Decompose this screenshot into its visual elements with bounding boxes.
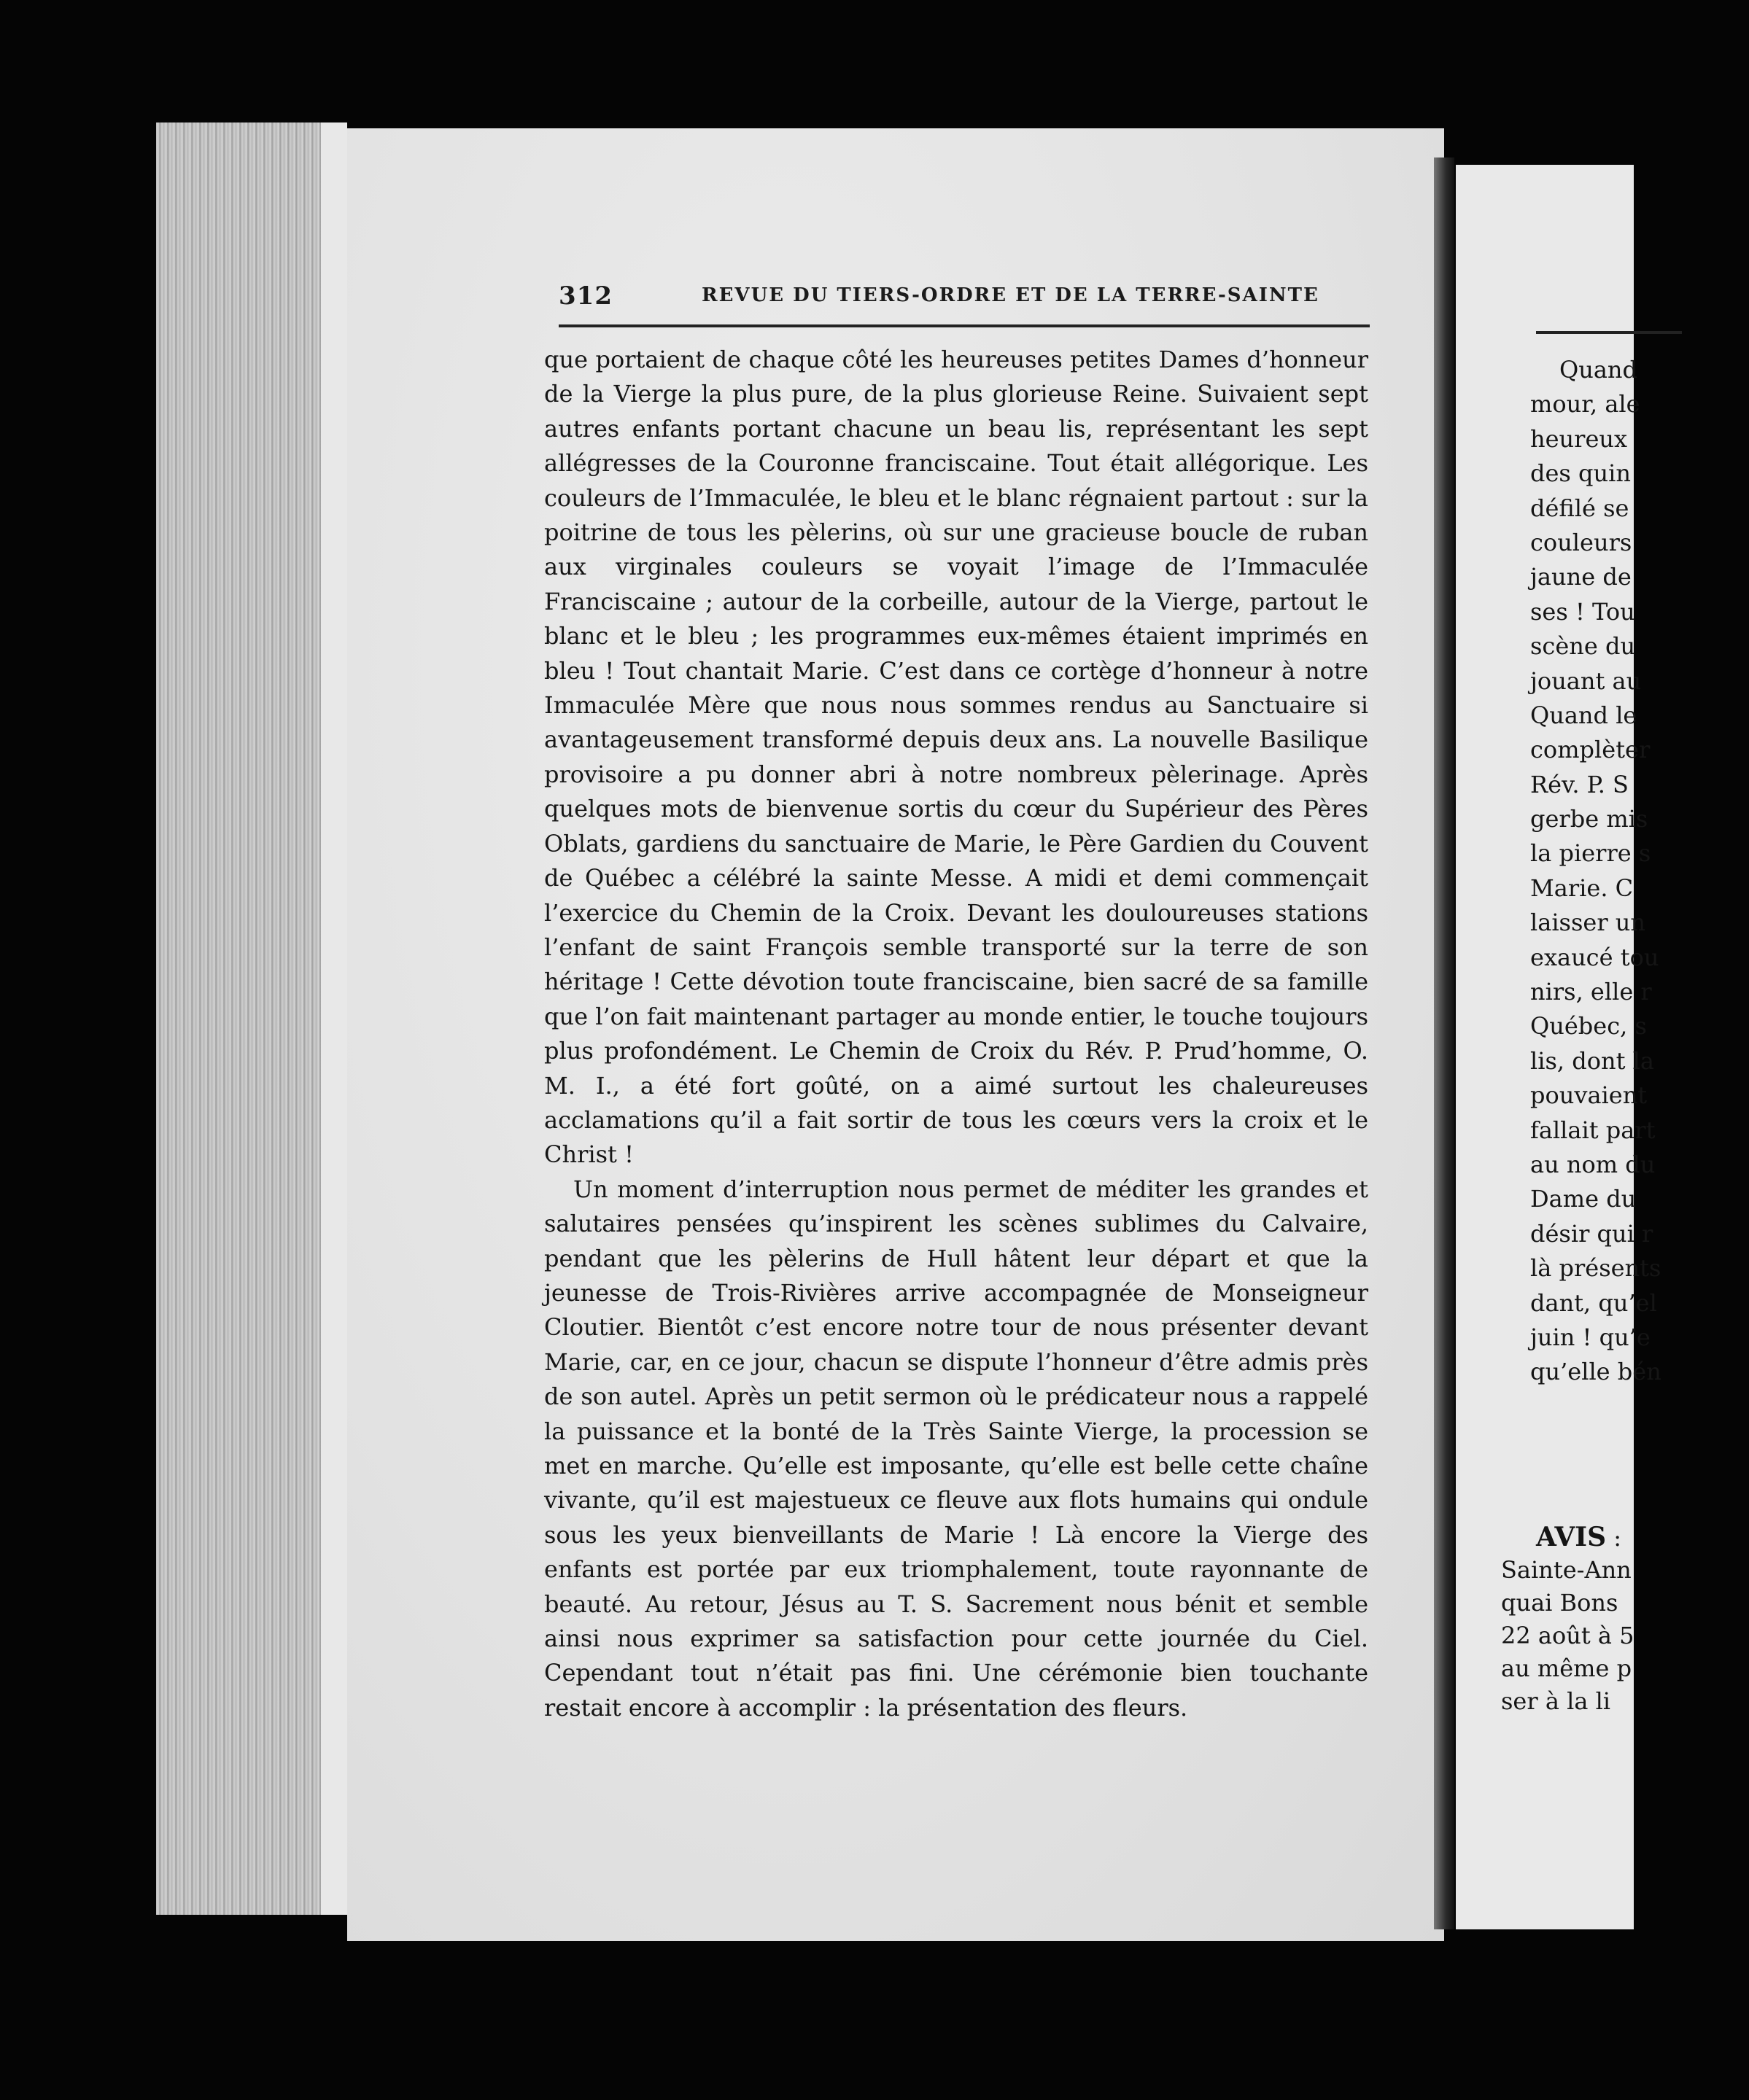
notice-line: quai Bons <box>1501 1589 1618 1617</box>
notice-label: AVIS <box>1536 1522 1607 1552</box>
facing-line: lis, dont la <box>1530 1046 1654 1075</box>
facing-line: nirs, elle r <box>1530 978 1652 1006</box>
facing-line: jouant au <box>1530 666 1642 695</box>
facing-line: désir qui r <box>1530 1219 1653 1248</box>
notice-line: ser à la li <box>1501 1687 1611 1715</box>
body-text <box>544 343 1368 1725</box>
header-rule <box>559 324 1370 327</box>
facing-line: la pierre s <box>1530 839 1651 868</box>
facing-line: gerbe mis <box>1530 805 1648 833</box>
running-head <box>559 281 1370 318</box>
notice-line: Sainte-Ann <box>1501 1556 1632 1584</box>
facing-page-text <box>1530 353 1749 1390</box>
running-title: REVUE DU TIERS-ORDRE ET DE LA TERRE-SAINTE <box>702 284 1319 306</box>
facing-page <box>1456 165 1661 1929</box>
facing-line: Marie. C <box>1530 874 1634 902</box>
facing-header-rule <box>1536 331 1682 334</box>
facing-notice <box>1501 1521 1720 1718</box>
facing-line: scène du <box>1530 632 1636 661</box>
facing-line: jaune de <box>1530 563 1632 591</box>
facing-line: mour, ale <box>1530 390 1640 419</box>
facing-line: dant, qu’el <box>1530 1288 1657 1317</box>
notice-line: 22 août à 5 <box>1501 1622 1634 1649</box>
facing-line: laisser un <box>1530 909 1646 937</box>
facing-line: Quand <box>1559 356 1638 384</box>
facing-line: fallait part <box>1530 1116 1656 1144</box>
facing-line: juin ! qu’e <box>1530 1323 1651 1351</box>
facing-line: qu’elle bén <box>1530 1358 1661 1386</box>
page-edges <box>156 122 347 1915</box>
facing-line: ses ! Tou <box>1530 597 1635 626</box>
facing-line: Dame du <box>1530 1185 1637 1213</box>
paragraph-1: que portaient de chaque côté les heureuses petites Dames d’honneur de la Vierge la plus pure, de la plus glorieuse Reine. Suivaient sept autres enfants portant chacune un beau lis, représentant les sept allégresses de la Couronne franciscaine. Tout était allégorique. Les couleurs de l’Immaculée, le bleu et le blanc régnaient partout : sur la poitrine de tous les pèlerins, où sur une gracieuse boucle de ruban aux virginales couleurs se voyait l’image de l’Immaculée Franciscaine ; autour de la corbeille, autour de la Vierge, partout le blanc et le bleu ; les programmes eux-mêmes étaient imprimés en bleu ! Tout chantait Marie. C’est dans ce cortège d’honneur à notre Immaculée Mère que nous nous sommes rendus au Sanctuaire si avantageusement transformé depuis deux ans. La nouvelle Basilique provisoire a pu donner abri à notre nombreux pèlerinage. Après quelques mots de bienvenue sortis du cœur du Supérieur des Pères Oblats, gardiens du sanctuaire de Marie, le Père Gardien du Couvent de Québec a célébré la sainte Messe. A midi et demi commençait l’exercice du Chemin de la Croix. Devant les douloureuses stations l’enfant de saint François semble transporté sur la terre de son héritage ! Cette dévotion toute franciscaine, bien sacré de sa famille que l’on fait maintenant partager au monde entier, le touche toujours plus profondément. Le Chemin de Croix du Rév. P. Prud’homme, O. M. I., a été fort goûté, on a aimé surtout les chaleureuses acclamations qu’il a fait sortir de tous les cœurs vers la croix et le Christ ! <box>544 346 1368 1169</box>
facing-line: Quand le <box>1530 701 1637 729</box>
facing-line: des quin <box>1530 459 1631 488</box>
facing-line: exaucé tou <box>1530 943 1659 971</box>
facing-line: pouvaient <box>1530 1081 1648 1110</box>
page-number: 312 <box>559 281 613 311</box>
notice-line: au même p <box>1501 1654 1632 1682</box>
facing-line: là présents <box>1530 1254 1661 1283</box>
facing-line: Québec, s <box>1530 1012 1647 1041</box>
facing-line: au nom du <box>1530 1150 1656 1178</box>
facing-line: heureux <box>1530 424 1628 453</box>
facing-line: couleurs <box>1530 528 1632 556</box>
book-gutter <box>1434 158 1454 1929</box>
facing-line: défilé se <box>1530 494 1629 522</box>
page-frame <box>321 122 347 1915</box>
facing-line: complèter <box>1530 736 1651 764</box>
facing-line: Rév. P. S <box>1530 770 1629 798</box>
paragraph-2: Un moment d’interruption nous permet de méditer les grandes et salutaires pensées qu’inspirent les scènes sublimes du Calvaire, pendant que les pèlerins de Hull hâtent leur départ et que la jeunesse de Trois-Rivières arrive accompagnée de Monseigneur Cloutier. Bientôt c’est encore notre tour de nous présenter devant Marie, car, en ce jour, chacun se dispute l’honneur d’être admis près de son autel. Après un petit sermon où le prédicateur nous a rappelé la puissance et la bonté de la Très Sainte Vierge, la procession se met en marche. Qu’elle est imposante, qu’elle est belle cette chaîne vivante, qu’il est majestueux ce fleuve aux flots humains qui ondule sous les yeux bienveillants de Marie ! Là encore la Vierge des enfants est portée par eux triomphalement, toute rayonnante de beauté. Au retour, Jésus au T. S. Sacrement nous bénit et semble ainsi nous exprimer sa satisfaction pour cette journée du Ciel. Cependant tout n’était pas fini. Une cérémonie bien touchante restait encore à accomplir : la présentation des fleurs. <box>544 1175 1368 1722</box>
notice-heading-line: AVIS : <box>1536 1522 1622 1552</box>
